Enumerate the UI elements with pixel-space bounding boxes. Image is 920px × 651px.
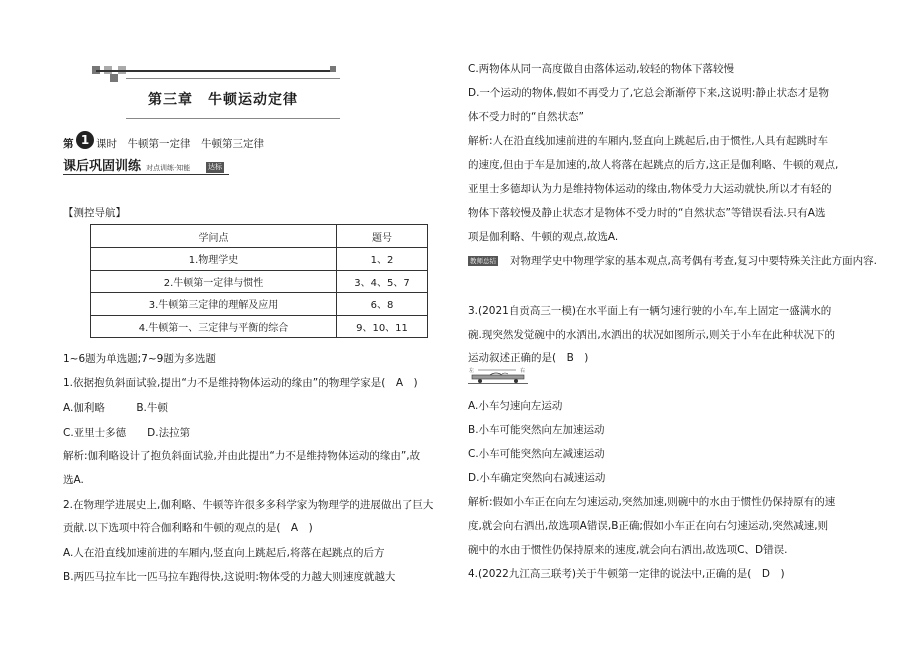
text-line: 亚里士多德却认为力是维持物体运动的缘由,物体受力大运动就快,所以才有轻的 [468, 183, 832, 195]
chapter-title: 第三章 牛顿运动定律 [148, 92, 298, 108]
table-row [91, 248, 428, 271]
table-row [91, 315, 428, 338]
table-cell: 2.牛顿第一定律与惯性 [91, 270, 337, 293]
text-line: 1~6题为单选题;7~9题为多选题 [63, 353, 216, 365]
decor-square [330, 66, 336, 72]
text-line: 1.依据抱负斜面试验,提出“力不是维持物体运动的缘由”的物理学家是( A ) [63, 377, 418, 389]
decor-square [110, 74, 118, 82]
section-underline [63, 174, 229, 175]
lesson-number-badge: 1 [76, 131, 94, 149]
text-line: A.小车匀速向左运动 [468, 400, 563, 412]
text-line: 解析:假如小车正在向左匀速运动,突然加速,则碗中的水由于惯性仍保持原有的速 [468, 496, 836, 508]
table-row [91, 293, 428, 316]
section-tag: 达标 [208, 163, 222, 171]
figure-label-left: 左 [469, 368, 475, 374]
text-line: 选A. [63, 474, 84, 486]
text-line: 体不受力时的“自然状态” [468, 111, 584, 123]
table-row [91, 270, 428, 293]
section-subtitle: 对点训练·知能 [146, 164, 191, 172]
text-line: 度,就会向右洒出,故选项A错误,B正确;假如小车正在向右匀速运动,突然减速,则 [468, 520, 829, 532]
text-line: 贡献.以下选项中符合伽利略和牛顿的观点的是( A ) [63, 522, 313, 534]
table-header: 题号 [337, 225, 428, 248]
text-line: D.小车确定突然向右减速运动 [468, 472, 606, 484]
text-line: 4.(2022九江高三联考)关于牛顿第一定律的说法中,正确的是( D ) [468, 568, 785, 580]
text-line: C.亚里士多德 D.法拉第 [63, 427, 191, 439]
table-cell: 9、10、11 [337, 315, 428, 338]
table-cell: 4.牛顿第一、三定律与平衡的综合 [91, 315, 337, 338]
table-cell: 1、2 [337, 248, 428, 271]
figure-label-right: 右 [520, 368, 526, 374]
table-header: 学问点 [91, 225, 337, 248]
table-cell: 3、4、5、7 [337, 270, 428, 293]
section-title: 课后巩固训练 [63, 159, 142, 174]
teacher-note-tag: 教师总结 [470, 257, 496, 265]
text-line: 碗中的水由于惯性仍保持原来的速度,就会向右洒出,故选项C、D错误. [468, 544, 788, 556]
text-line: 的速度,但由于车是加速的,故人将落在起跳点的后方,这正是伽利略、牛顿的观点, [468, 159, 839, 171]
text-line: B.小车可能突然向左加速运动 [468, 424, 605, 436]
text-line: D.一个运动的物体,假如不再受力了,它总会渐渐停下来,这说明:静止状态才是物 [468, 87, 829, 99]
text-line: 3.(2021自贡高三一模)在水平面上有一辆匀速行驶的小车,车上固定一盛满水的 [468, 305, 832, 317]
teacher-note-text: 对物理学史中物理学家的基本观点,高考偶有考查,复习中要特殊关注此方面内容. [510, 255, 878, 267]
decor-line [126, 78, 340, 79]
decor-line [96, 70, 336, 72]
text-line: 碗.现突然发觉碗中的水洒出,水洒出的状况如图所示,则关于小车在此种状况下的 [468, 329, 836, 341]
text-line: 解析:伽利略设计了抱负斜面试验,并由此提出“力不是维持物体运动的缘由”,故 [63, 450, 421, 462]
decor-line [126, 118, 340, 119]
cart-figure [466, 366, 530, 386]
lesson-prefix: 第 [63, 138, 74, 150]
table-cell: 3.牛顿第三定律的理解及应用 [91, 293, 337, 316]
text-line: 解析:人在沿直线加速前进的车厢内,竖直向上跳起后,由于惯性,人具有起跳时车 [468, 135, 829, 147]
text-line: 物体下落较慢及静止状态才是物体不受力时的“自然状态”等错误看法.只有A选 [468, 207, 826, 219]
text-line: 项是伽利略、牛顿的观点,故选A. [468, 231, 619, 243]
knowledge-table [90, 224, 428, 338]
text-line: 运动叙述正确的是( B ) [468, 352, 589, 364]
text-line: 2.在物理学进展史上,伽利略、牛顿等许很多多科学家为物理学的进展做出了巨大 [63, 499, 434, 511]
text-line: A.人在沿直线加速前进的车厢内,竖直向上跳起后,将落在起跳点的后方 [63, 547, 385, 559]
text-line: A.伽利略 B.牛顿 [63, 402, 168, 414]
text-line: B.两匹马拉车比一匹马拉车跑得快,这说明:物体受的力越大则速度就越大 [63, 571, 396, 583]
text-line: C.小车可能突然向左减速运动 [468, 448, 605, 460]
table-cell: 6、8 [337, 293, 428, 316]
table-cell: 1.物理学史 [91, 248, 337, 271]
lesson-title: 课时 牛顿第一定律 牛顿第三定律 [96, 138, 264, 150]
nav-title: 【测控导航】 [63, 207, 126, 219]
text-line: C.两物体从同一高度做自由落体运动,较轻的物体下落较慢 [468, 63, 735, 75]
